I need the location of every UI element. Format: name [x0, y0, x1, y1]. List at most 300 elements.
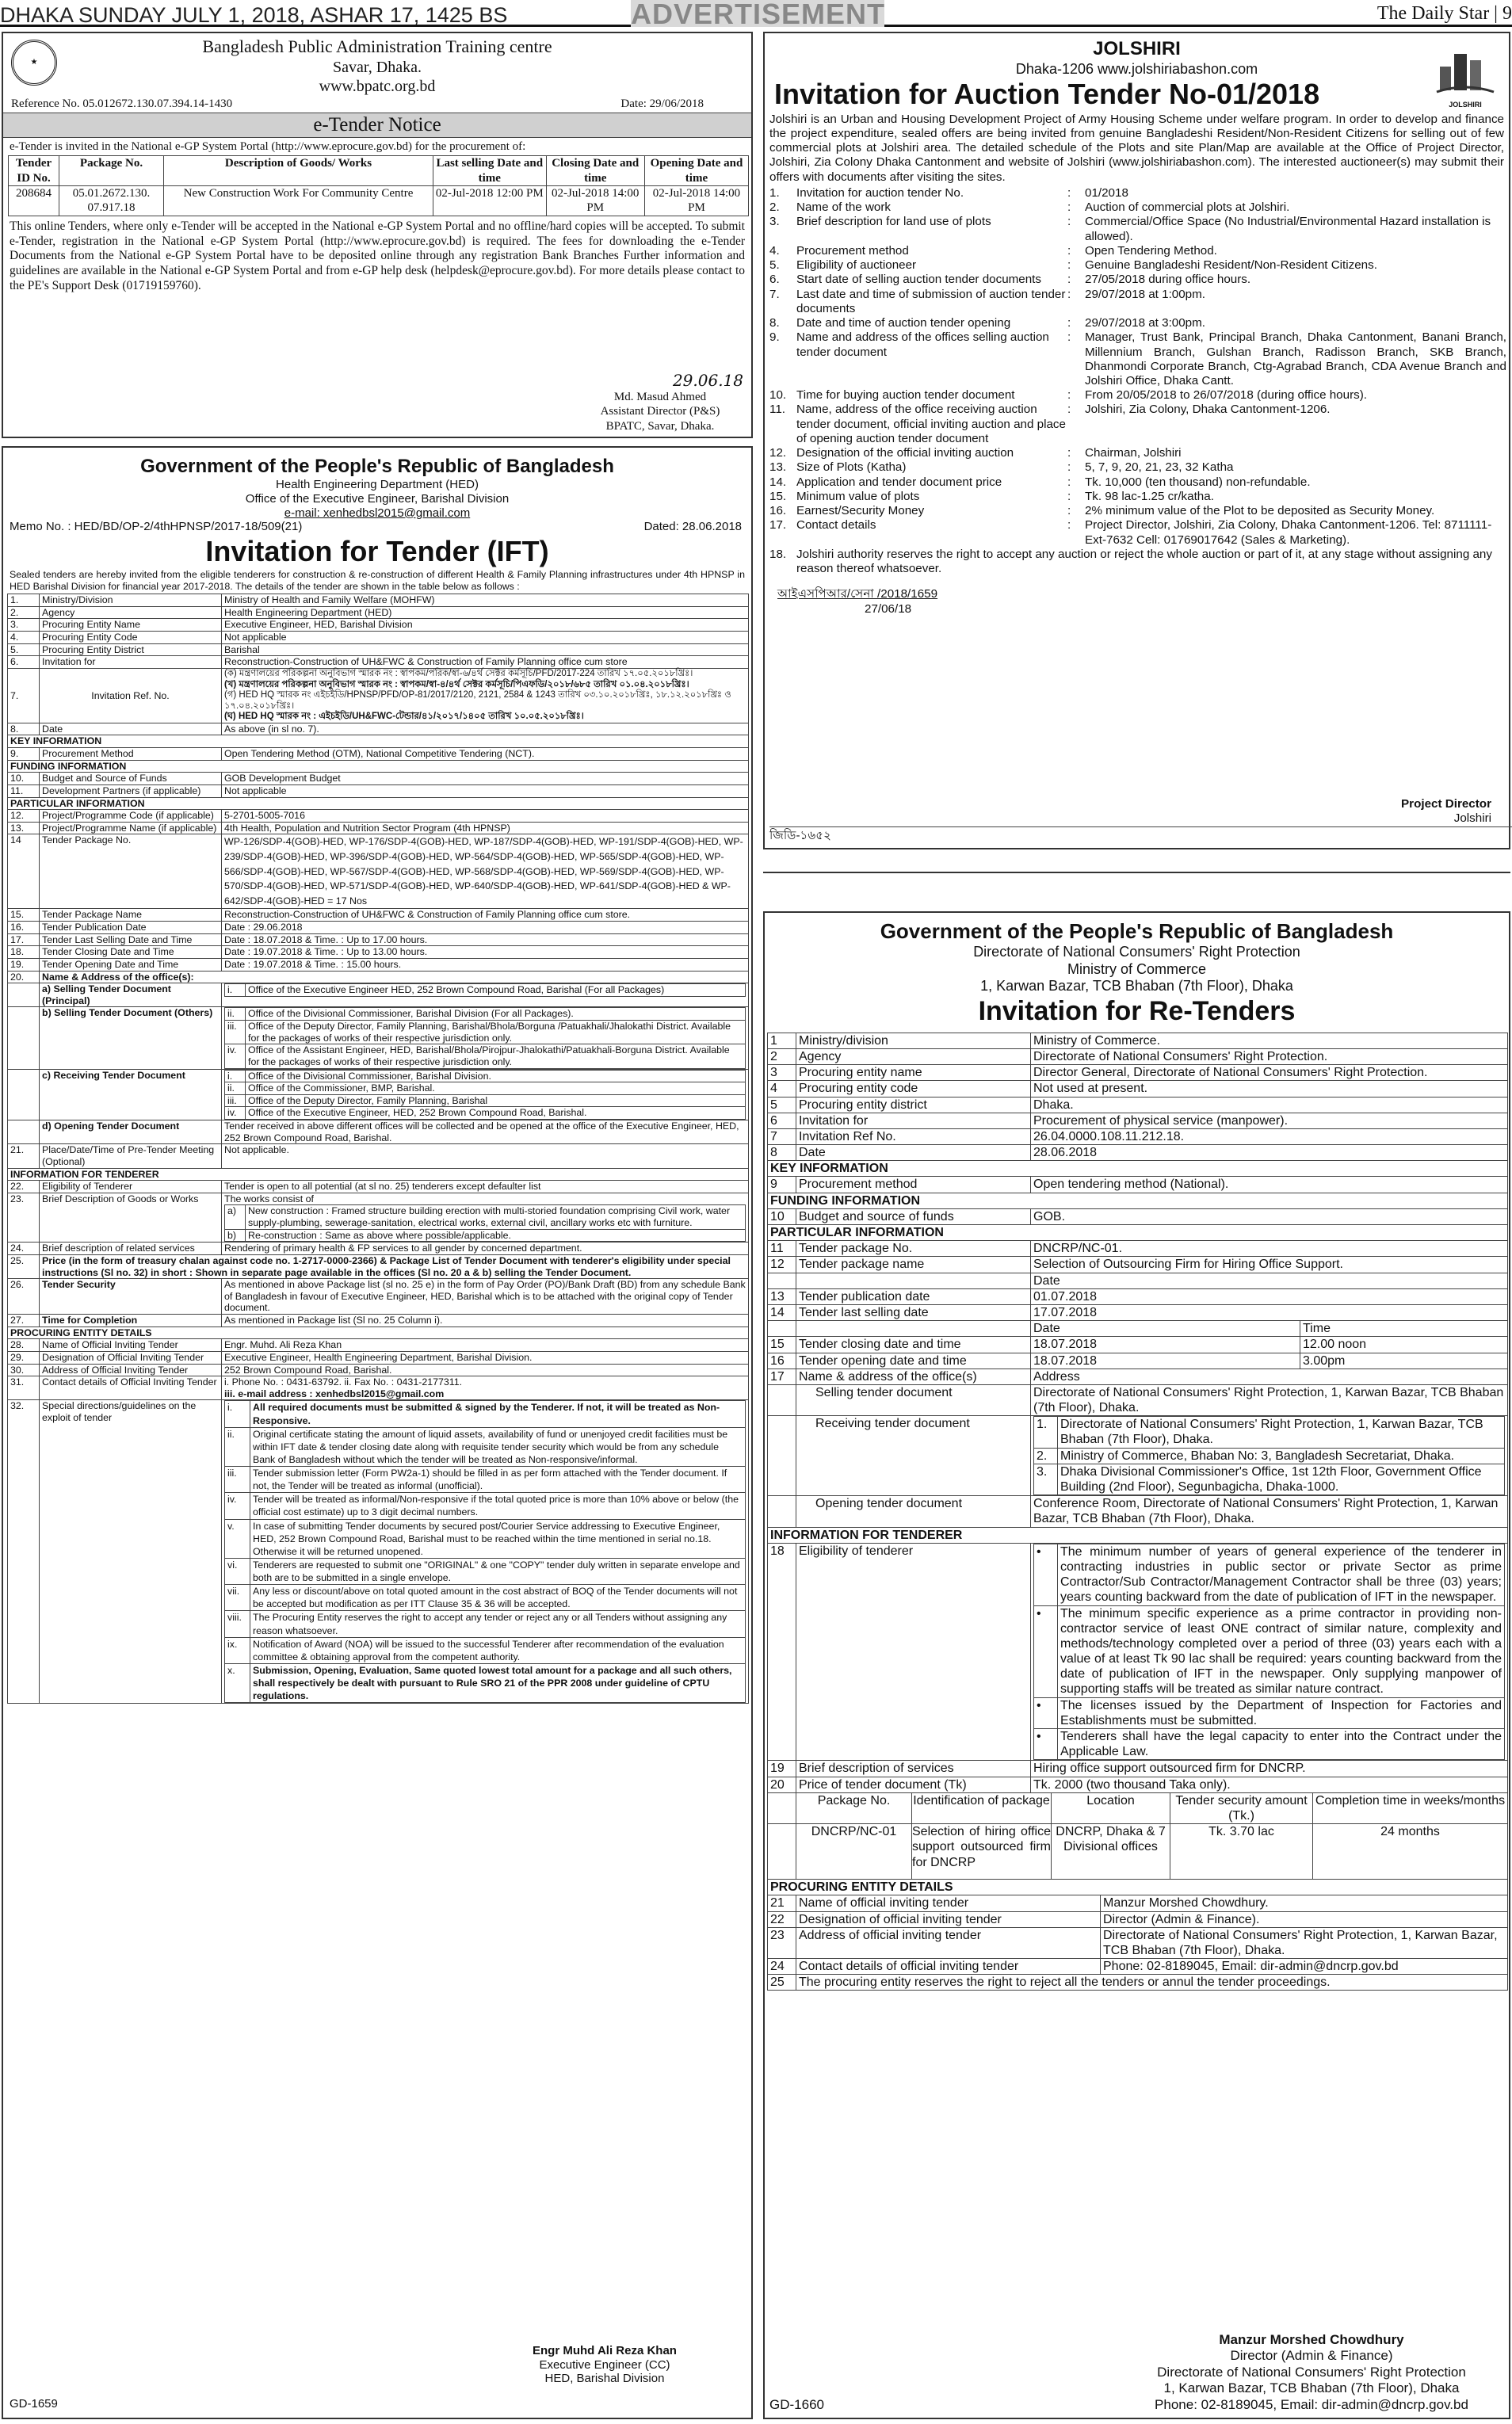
table-cell: Tender closing date and time	[796, 1337, 1031, 1353]
table-row	[769, 273, 1506, 287]
table-row	[8, 983, 749, 1007]
table-cell: Contact details of official inviting tender	[796, 1959, 1101, 1975]
table-cell: Date	[796, 1145, 1031, 1161]
dncrp-signer: Manzur Morshed Chowdhury	[1219, 2332, 1404, 2348]
bpatc-date: Date: 29/06/2018	[620, 97, 704, 110]
hed-email: e-mail: xenhedbsl2015@gmail.com	[284, 506, 471, 520]
table-cell: Procurement Method	[40, 748, 222, 761]
jol-table	[769, 186, 1506, 576]
table-cell: 13.	[8, 822, 40, 834]
table-cell: Procuring Entity District	[40, 643, 222, 656]
table-cell: Contact details	[796, 518, 876, 533]
table-cell: Price of tender document (Tk)	[796, 1777, 1031, 1792]
bpatc-website: www.bpatc.org.bd	[319, 78, 436, 96]
table-cell: 29/07/2018 at 1:00pm.	[1085, 287, 1205, 301]
table-cell: Place/Date/Time of Pre-Tender Meeting (Optional)	[40, 1144, 222, 1168]
table-cell: Brief description of services	[796, 1761, 1031, 1777]
table-cell: 27/05/2018 during office hours.	[1085, 273, 1251, 287]
table-cell	[222, 1069, 749, 1120]
table-row	[769, 475, 1506, 490]
table-cell	[768, 1416, 796, 1496]
dncrp-pcol-security: Tender security amount (Tk.)	[1170, 1792, 1313, 1823]
dncrp-pcol-identification: Identification of package	[912, 1792, 1052, 1823]
dncrp-pcol-package: Package No.	[796, 1792, 912, 1823]
table-row	[8, 1339, 749, 1352]
table-cell: Tender submission letter (Form PW2a-1) should be filled in as per form attached with the Tender document. If not, the Tender will be treated as informal (unofficial).	[250, 1467, 746, 1493]
table-cell: 3.	[8, 619, 40, 632]
table-cell: 7	[768, 1128, 796, 1144]
table-cell: :	[1067, 185, 1071, 200]
table-cell: Brief description of related services	[40, 1243, 222, 1255]
table-cell: Notification of Award (NOA) will be issued to the successful Tenderer after recommendation of the evaluation committee & obtaining approval from the competent authority.	[250, 1637, 746, 1663]
hed-signer-office: HED, Barishal Division	[544, 2372, 665, 2386]
table-cell: :	[1067, 518, 1071, 533]
dncrp-section-key: KEY INFORMATION	[768, 1161, 1508, 1177]
bpatc-table	[8, 155, 749, 216]
table-row	[8, 1254, 749, 1278]
table-cell: Directorate of National Consumers' Right Protection, 1, Karwan Bazar, TCB Bhaban (7th Floor), Dhaka.	[1101, 1927, 1508, 1958]
table-cell: Ministry of Health and Family Welfare (MOHFW)	[222, 594, 749, 607]
dncrp-gd-number: GD-1660	[769, 2396, 824, 2412]
table-row	[768, 1496, 1508, 1527]
table-cell: ii.	[225, 1008, 246, 1021]
table-cell: Ministry/Division	[40, 594, 222, 607]
table-cell: 8.	[8, 723, 40, 735]
bpatc-cell-id: 208684	[9, 186, 59, 216]
table-cell: Start date of selling auction tender documents	[796, 273, 1042, 287]
table-cell: 2.	[8, 606, 40, 619]
table-cell: Agency	[40, 606, 222, 619]
table-cell: Tenderers shall have the legal capacity to enter into the Contract under the Applicable Law.	[1058, 1729, 1505, 1760]
table-row	[768, 1128, 1508, 1144]
jol-logo-text: JOLSHIRI	[1449, 100, 1482, 109]
table-row	[8, 1279, 749, 1315]
table-cell: Eligibility of Tenderer	[40, 1181, 222, 1193]
table-cell: Tender Package No.	[40, 834, 222, 909]
table-cell: 14.	[769, 475, 787, 489]
table-cell: Directorate of National Consumers' Right Protection, 1, Karwan Bazar, TCB Bhaban (7th Floor), Dhaka.	[1058, 1417, 1505, 1448]
hed-title: Invitation for Tender (IFT)	[205, 535, 549, 568]
table-cell: •	[1034, 1605, 1058, 1697]
table-cell: DNCRP/NC-01.	[1031, 1241, 1508, 1257]
table-row	[8, 1315, 749, 1327]
dncrp-section-fund: FUNDING INFORMATION	[768, 1193, 1508, 1208]
table-cell: Genuine Bangladeshi Resident/Non-Resident Citizens.	[1085, 258, 1377, 273]
table-cell: 9	[768, 1177, 796, 1193]
table-cell: Tender publication date	[796, 1288, 1031, 1304]
jol-signer: Project Director	[1401, 796, 1491, 811]
table-cell: i.	[225, 1401, 250, 1427]
table-row	[8, 810, 749, 823]
table-row	[769, 215, 1506, 243]
table-cell: 4th Health, Population and Nutrition Sector Program (4th HPNSP)	[222, 822, 749, 834]
table-cell: Director General, Directorate of National Consumers' Right Protection.	[1031, 1065, 1508, 1081]
dncrp-time-header: Time	[1300, 1321, 1508, 1337]
table-row	[8, 1069, 749, 1120]
table-cell: i. Phone No. : 0431-63792. ii. Fax No. : 0431-2177311. iii. e-mail address : xenhedbsl2015@gmail.com	[222, 1376, 749, 1400]
table-cell: Selection of Outsourcing Firm for Hiring Office Support.	[1031, 1257, 1508, 1273]
column-divider	[763, 872, 1510, 881]
table-cell: 18.07.2018	[1031, 1337, 1300, 1353]
table-row	[8, 1243, 749, 1255]
table-cell: Address	[1031, 1369, 1508, 1384]
hed-ref-d: (ঘ) HED HQ স্মারক নং : এইচইডি/UH&FWC-টেন্ডার/৪১/২০১৭/১৪০৫ তারিখ ১০.০৫.২০১৮খ্রিঃ।	[224, 712, 584, 722]
table-cell: 25	[768, 1975, 796, 1991]
bpatc-col-opening: Opening Date and time	[644, 156, 748, 186]
table-cell: iv.	[225, 1493, 250, 1519]
table-cell: Original certificate stating the amount of liquid assets, availability of fund or unenjoyed credit facilities must be within IFT date & tender closing date along with requisite tender security which would be from any schedule Bank of Bangladesh without which the tender will be treated as Non-responsive/informal.	[250, 1427, 746, 1466]
table-row	[8, 619, 749, 632]
table-cell: Manager, Trust Bank, Principal Branch, Dhaka Cantonment, Banani Branch, Millennium Branch, Gulshan Branch, Radisson Branch, SKB Branch, Dhanmondi Corporate Branch, Ctg-Agrabad Branch, CDA Avenue Branch and Jolshiri Office, Dhaka Cantt.	[1085, 330, 1506, 387]
table-cell: 6.	[8, 656, 40, 669]
table-cell: 25.	[8, 1254, 40, 1278]
table-cell: ii.	[225, 1082, 246, 1095]
table-cell	[222, 1007, 749, 1069]
table-cell	[796, 1273, 1031, 1288]
table-cell: Earnest/Security Money	[796, 504, 925, 518]
table-cell: 16.	[769, 504, 787, 518]
table-cell: 4.	[769, 243, 780, 258]
table-cell: The Procuring Entity reserves the right to accept any tender or reject any or all Tenders without assigning any reason whatsoever.	[250, 1611, 746, 1637]
table-cell: Time for buying auction tender document	[796, 388, 1015, 403]
table-cell: iv.	[225, 1044, 246, 1068]
table-row	[8, 1376, 749, 1400]
table-cell: Name & address of the office(s)	[796, 1369, 1031, 1384]
table-cell: 19	[768, 1761, 796, 1777]
table-cell: 11	[768, 1241, 796, 1257]
table-cell: Open tendering method (National).	[1031, 1177, 1508, 1193]
table-row	[8, 1181, 749, 1193]
table-row	[769, 388, 1506, 403]
table-cell: i.	[225, 984, 246, 997]
hed-ref-a: (ক) মন্ত্রণালয়ের পরিকল্পনা অনুবিভাগ স্মারক নং : স্বাপকম/পরিক/স্বা-৬/৪র্থ সেক্টর কর্মসূচি/PFD/2017-224 তারিখ ১৭.০৫.২০১৮খ্রিঃ।	[224, 668, 693, 678]
table-row	[8, 643, 749, 656]
dncrp-pcol-location: Location	[1052, 1792, 1170, 1823]
table-row	[8, 822, 749, 834]
table-cell: 17	[768, 1369, 796, 1384]
table-cell: 20.	[8, 971, 40, 983]
table-cell: Date	[40, 723, 222, 735]
bpatc-ref: Reference No. 05.012672.130.07.394.14-1430	[11, 97, 233, 110]
table-cell: Procuring entity code	[796, 1081, 1031, 1097]
table-cell	[768, 1496, 796, 1527]
jolshiri-ad	[763, 32, 1510, 849]
jol-intro: Jolshiri is an Urban and Housing Development Project of Army Housing Scheme under welfare program. In order to develop and finance the project expenditure, sealed offers are being invited from genuine Bangladeshi Resident/Non-Resident Citizens for selling out of few commercial plots at Jolshiri area. The detailed schedule of the Plots and site Plan/Map are available at the Office of Project Director, Jolshiri, Zia Colony Dhaka Cantonment and website of Jolshiri (www.jolshiriabashon.com). The interested auctioneer(s) may submit their offers with documents after visiting the sites.	[769, 112, 1504, 184]
table-row	[8, 958, 749, 971]
table-cell: :	[1067, 403, 1071, 417]
table-cell	[8, 1069, 40, 1120]
table-cell: 32.	[8, 1400, 40, 1704]
table-cell: 13.	[769, 460, 787, 475]
table-cell	[768, 1792, 796, 1823]
table-row	[768, 1288, 1508, 1304]
table-cell: As mentioned in above Package list (sl no. 25 e) in the form of Pay Order (PO)/Bank Draft (BD) from any schedule Bank of Bangladesh in favour of Executive Engineer, HED, Barishal which is to be attached with the original copy of Tender document.	[222, 1279, 749, 1315]
table-cell: As mentioned in Package list (Sl no. 25 Column i).	[222, 1315, 749, 1327]
table-row	[768, 1384, 1508, 1415]
dncrp-ministry: Ministry of Commerce	[1067, 960, 1207, 977]
table-cell: 3.	[769, 215, 780, 229]
table-cell: Name of Official Inviting Tender	[40, 1339, 222, 1352]
hed-gov-title: Government of the People's Republic of Bangladesh	[140, 456, 614, 477]
table-cell: :	[1067, 258, 1071, 273]
header-section: ADVERTISEMENT	[631, 0, 884, 27]
table-cell: Office of the Commissioner, BMP, Barishal.	[246, 1082, 746, 1095]
table-cell: Health Engineering Department (HED)	[222, 606, 749, 619]
dncrp-address: 1, Karwan Bazar, TCB Bhaban (7th Floor), Dhaka	[980, 978, 1293, 994]
table-cell: 29/07/2018 at 3:00pm.	[1085, 316, 1205, 330]
table-cell	[8, 1007, 40, 1069]
table-cell	[768, 1273, 796, 1288]
header-dateline: DHAKA SUNDAY JULY 1, 2018, ASHAR 17, 1425 BS	[0, 3, 508, 27]
table-cell: 5-2701-5005-7016	[222, 810, 749, 823]
table-cell: Receiving tender document	[796, 1416, 1031, 1496]
table-cell: b)	[225, 1229, 246, 1242]
dncrp-signer-address: 1, Karwan Bazar, TCB Bhaban (7th Floor), Dhaka	[1163, 2380, 1460, 2396]
table-row	[769, 316, 1506, 330]
dncrp-section-particular: PARTICULAR INFORMATION	[768, 1225, 1508, 1241]
table-cell: 3.	[1034, 1464, 1058, 1494]
table-cell: Tender Security	[40, 1279, 222, 1315]
table-cell: 21.	[8, 1144, 40, 1168]
table-row	[768, 1959, 1508, 1975]
dncrp-pcol-completion: Completion time in weeks/months	[1313, 1792, 1508, 1823]
table-cell: 12.00 noon	[1300, 1337, 1508, 1353]
dncrp-date-header-2: Date	[1031, 1321, 1300, 1337]
table-cell: 1.	[8, 594, 40, 607]
table-cell: 23	[768, 1927, 796, 1958]
dncrp-directorate: Directorate of National Consumers' Right Protection	[973, 944, 1300, 960]
table-cell: 10	[768, 1208, 796, 1224]
table-cell: iii.	[225, 1021, 246, 1044]
table-cell: 10.	[769, 388, 787, 403]
table-cell: Tender Last Selling Date and Time	[40, 933, 222, 946]
table-cell: 30.	[8, 1364, 40, 1376]
table-cell: Opening tender document	[796, 1496, 1031, 1527]
hed-signer: Engr Muhd Ali Reza Khan	[533, 2343, 677, 2357]
hed-table	[7, 594, 749, 1704]
table-cell: 12	[768, 1257, 796, 1273]
bpatc-seal-icon: ★	[11, 40, 57, 86]
dncrp-ad	[763, 911, 1510, 2419]
table-row	[769, 446, 1506, 460]
table-cell: Executive Engineer, HED, Barishal Division	[222, 619, 749, 632]
table-row	[768, 1369, 1508, 1384]
table-cell: 28.	[8, 1339, 40, 1352]
table-cell: 11.	[769, 403, 785, 417]
table-row	[8, 1364, 749, 1376]
table-cell: iii.	[225, 1467, 250, 1493]
hed-section-particular: PARTICULAR INFORMATION	[8, 797, 749, 810]
jol-ispr-date: 27/06/18	[865, 601, 912, 616]
table-cell: 2	[768, 1048, 796, 1064]
table-cell: 5.	[8, 643, 40, 656]
table-cell: Tender package name	[796, 1257, 1031, 1273]
table-cell: The procuring entity reserves the right to reject all the tenders or annul the tender proceedings.	[796, 1975, 1508, 1991]
table-cell	[768, 1824, 796, 1880]
dncrp-title: Invitation for Re-Tenders	[978, 995, 1296, 1026]
table-cell: 28.06.2018	[1031, 1145, 1508, 1161]
bpatc-body: This online Tenders, where only e-Tender will be accepted in the National e-GP System Portal and no offline/hard copies will be accepted. To submit e-Tender, registration in the National e-GP System Portal (http://www.eprocure.gov.bd) is required. The fees for downloading the e-Tender Documents from the National e-GP System Portal have to be deposited online through any registration Bank Branches Further information and guidelines are available in the National e-GP System Portal and from e-GP help desk (helpdesk@eprocure.gov.bd). For more details please contact to the PE's Support Desk (01719159760).	[10, 219, 745, 293]
table-cell: Auction of commercial plots at Jolshiri.	[1085, 200, 1290, 215]
table-cell: 16.	[8, 922, 40, 934]
dncrp-pcell-location: DNCRP, Dhaka & 7 Divisional offices	[1052, 1824, 1170, 1880]
bpatc-signer-office: BPATC, Savar, Dhaka.	[605, 419, 715, 433]
bpatc-col-selling: Last selling Date and time	[433, 156, 547, 186]
table-cell: 14	[8, 834, 40, 909]
table-row	[8, 606, 749, 619]
table-row	[768, 1208, 1508, 1224]
table-row	[8, 1351, 749, 1364]
table-cell: 26.	[8, 1279, 40, 1315]
jol-brand: JOLSHIRI	[1093, 38, 1181, 59]
bpatc-cell-opening: 02-Jul-2018 14:00 PM	[644, 186, 748, 216]
table-cell: Name and address of the offices selling auction tender document	[796, 330, 1049, 359]
table-cell	[768, 1321, 796, 1337]
table-row	[769, 518, 1506, 547]
table-cell: vi.	[225, 1558, 250, 1584]
table-cell: 27.	[8, 1315, 40, 1327]
table-cell: Engr. Muhd. Ali Reza Khan	[222, 1339, 749, 1352]
table-row	[768, 1895, 1508, 1911]
table-cell: Procuring entity district	[796, 1097, 1031, 1113]
table-row	[8, 909, 749, 922]
table-cell: Tk. 10,000 (ten thousand) non-refundable.	[1085, 475, 1311, 489]
table-cell: :	[1067, 330, 1071, 345]
table-cell	[796, 1321, 1031, 1337]
dncrp-pcell-security: Tk. 3.70 lac	[1170, 1824, 1313, 1880]
table-cell: Date and time of auction tender opening	[796, 316, 1011, 330]
table-row	[8, 971, 749, 983]
dncrp-date-header: Date	[1031, 1273, 1508, 1288]
table-row	[8, 723, 749, 735]
table-cell: Budget and source of funds	[796, 1208, 1031, 1224]
table-cell: Executive Engineer, Health Engineering Department, Barishal Division.	[222, 1351, 749, 1364]
table-cell: :	[1067, 388, 1071, 403]
table-cell: Date : 19.07.2018 & Time. : 15.00 hours.	[222, 958, 749, 971]
table-row	[768, 1241, 1508, 1257]
table-cell: Brief Description of Goods or Works	[40, 1193, 222, 1243]
table-cell: Designation of the official inviting auction	[796, 446, 1014, 460]
table-cell: Tender opening date and time	[796, 1353, 1031, 1369]
table-cell: Tender Opening Date and Time	[40, 958, 222, 971]
table-cell: Not used at present.	[1031, 1081, 1508, 1097]
table-cell: a)	[225, 1205, 246, 1229]
table-cell: Submission, Opening, Evaluation, Same quoted lowest total amount for a package and all such others, shall respectively be dealt with pursuant to Rule SRO 21 of the PPR 2008 under guideline of CPTU regulations.	[250, 1663, 746, 1702]
table-cell: :	[1067, 460, 1071, 475]
table-cell: 18.	[8, 946, 40, 959]
table-cell: Tk. 2000 (two thousand Taka only).	[1031, 1777, 1508, 1792]
table-cell: 252 Brown Compound Road, Barishal.	[222, 1364, 749, 1376]
table-cell: Project Director, Jolshiri, Zia Colony, Dhaka Cantonment-1206. Tel: 8711111-Ext-7632 Cell: 01769017642 (Sales & Marketing).	[1085, 518, 1492, 547]
table-row	[769, 548, 1506, 576]
table-cell: :	[1067, 504, 1071, 518]
table-cell: 17.07.2018	[1031, 1304, 1508, 1320]
table-cell: :	[1067, 215, 1071, 229]
hed-section-proc: PROCURING ENTITY DETAILS	[8, 1327, 749, 1339]
bpatc-col-package: Package No.	[59, 156, 164, 186]
table-cell: 3.00pm	[1300, 1353, 1508, 1369]
table-row	[8, 834, 749, 909]
table-cell: ix.	[225, 1637, 250, 1663]
table-row	[769, 403, 1506, 446]
table-cell: Last date and time of submission of auction tender documents	[796, 287, 1066, 315]
table-cell: Office of the Executive Engineer, HED, 252 Brown Compound Road, Barishal.	[246, 1107, 746, 1120]
dncrp-table-2	[767, 1879, 1508, 1991]
dncrp-signer-contact: Phone: 02-8189045, Email: dir-admin@dncrp.gov.bd	[1155, 2396, 1468, 2412]
table-row	[768, 1304, 1508, 1320]
table-row	[8, 632, 749, 644]
table-cell: Procuring Entity Code	[40, 632, 222, 644]
table-cell: Not applicable	[222, 784, 749, 797]
hed-ad	[2, 446, 753, 2419]
table-row	[768, 1975, 1508, 1991]
dncrp-pcell-package: DNCRP/NC-01	[796, 1824, 912, 1880]
table-cell: Procurement method	[796, 243, 909, 258]
dncrp-signer-title: Director (Admin & Finance)	[1230, 2348, 1393, 2364]
table-cell: 2.	[769, 200, 780, 215]
header-masthead: The Daily Star | 9	[1376, 3, 1512, 24]
table-row	[8, 784, 749, 797]
table-cell: 2.	[1034, 1448, 1058, 1464]
dncrp-table	[767, 1033, 1508, 1793]
table-cell: Dhaka.	[1031, 1097, 1508, 1113]
table-row	[768, 1353, 1508, 1369]
table-cell: •	[1034, 1697, 1058, 1728]
table-cell: The licenses issued by the Department of Inspection for Factories and Establishments must be submitted.	[1058, 1697, 1505, 1728]
table-cell: Date : 29.06.2018	[222, 922, 749, 934]
bpatc-cell-selling: 02-Jul-2018 12:00 PM	[433, 186, 547, 216]
table-cell: 24.	[8, 1243, 40, 1255]
table-cell: :	[1067, 200, 1071, 215]
table-row	[768, 1113, 1508, 1128]
table-cell: Name, address of the office receiving auction tender document, official inviting auction and place of opening auction tender document	[796, 403, 1066, 445]
table-cell: Brief description for land use of plots	[796, 215, 991, 229]
table-cell: Ministry of Commerce, Bhaban No: 3, Bangladesh Secretariat, Dhaka.	[1058, 1448, 1505, 1464]
table-cell	[1031, 1416, 1508, 1496]
table-cell: 6	[768, 1113, 796, 1128]
table-cell: Size of Plots (Katha)	[796, 460, 907, 475]
table-cell: 4.	[8, 632, 40, 644]
table-cell: Tender will be treated as informal/Non-responsive if the total quoted price is more than 10% above or below (the official cost estimate) up to 3 digit decimal numbers.	[250, 1493, 746, 1519]
hed-ref-c: (গ) HED HQ স্মারক নং এইচইডি/HPNSP/PFD/OP-81/2017/2120, 2121, 2584 & 1243 তারিখ ০৩.১০.২০১৮খ্রিঃ, ১৮.১২.২০১৮খ্রিঃ ও ১৭.০৪.২০১৮খ্রিঃ।	[224, 690, 731, 711]
table-row	[8, 1007, 749, 1069]
table-cell: Jolshiri, Zia Colony, Dhaka Cantonment-1206.	[1085, 403, 1331, 417]
table-row	[768, 1033, 1508, 1048]
table-row	[8, 933, 749, 946]
table-cell: GOB Development Budget	[222, 773, 749, 785]
table-cell: 12.	[8, 810, 40, 823]
table-cell: 24	[768, 1959, 796, 1975]
table-cell: Office of the Deputy Director, Family Planning, Barishal	[246, 1094, 746, 1107]
table-cell: Open Tendering Method.	[1085, 243, 1217, 258]
hed-signer-title: Executive Engineer (CC)	[539, 2357, 670, 2372]
table-cell: Project/Programme Code (if applicable)	[40, 810, 222, 823]
table-cell: d) Opening Tender Document	[40, 1120, 222, 1144]
table-cell	[222, 1400, 749, 1704]
table-cell: Tenderers are requested to submit one "ORIGINAL" & one "COPY" tender duly written in separate envelope and both are to be submitted in a single envelope.	[250, 1558, 746, 1584]
table-cell: :	[1067, 287, 1071, 301]
jol-ispr: আইএসপিআর/সেনা /2018/1659	[777, 587, 938, 601]
table-cell: Directorate of National Consumers' Right Protection, 1, Karwan Bazar, TCB Bhaban (7th Floor), Dhaka.	[1031, 1384, 1508, 1415]
table-row	[769, 244, 1506, 258]
table-cell: 1	[768, 1033, 796, 1048]
jol-signer-office: Jolshiri	[1453, 811, 1491, 825]
table-cell: :	[1067, 475, 1071, 489]
table-cell: From 20/05/2018 to 26/07/2018 (during office hours).	[1085, 388, 1368, 403]
table-cell: The works consist of a) New construction : Framed structure building erection with multi-storied foundation comprising Civil work, water supply-plumbing, sewerage-sanitation, electrical works, external civil, ancillary works etc with furniture. b) Re-construction : Same as above where possible/applicable.	[222, 1193, 749, 1243]
table-cell: Tender Package Name	[40, 909, 222, 922]
table-cell: Re-construction : Same as above where possible/applicable.	[246, 1229, 746, 1242]
